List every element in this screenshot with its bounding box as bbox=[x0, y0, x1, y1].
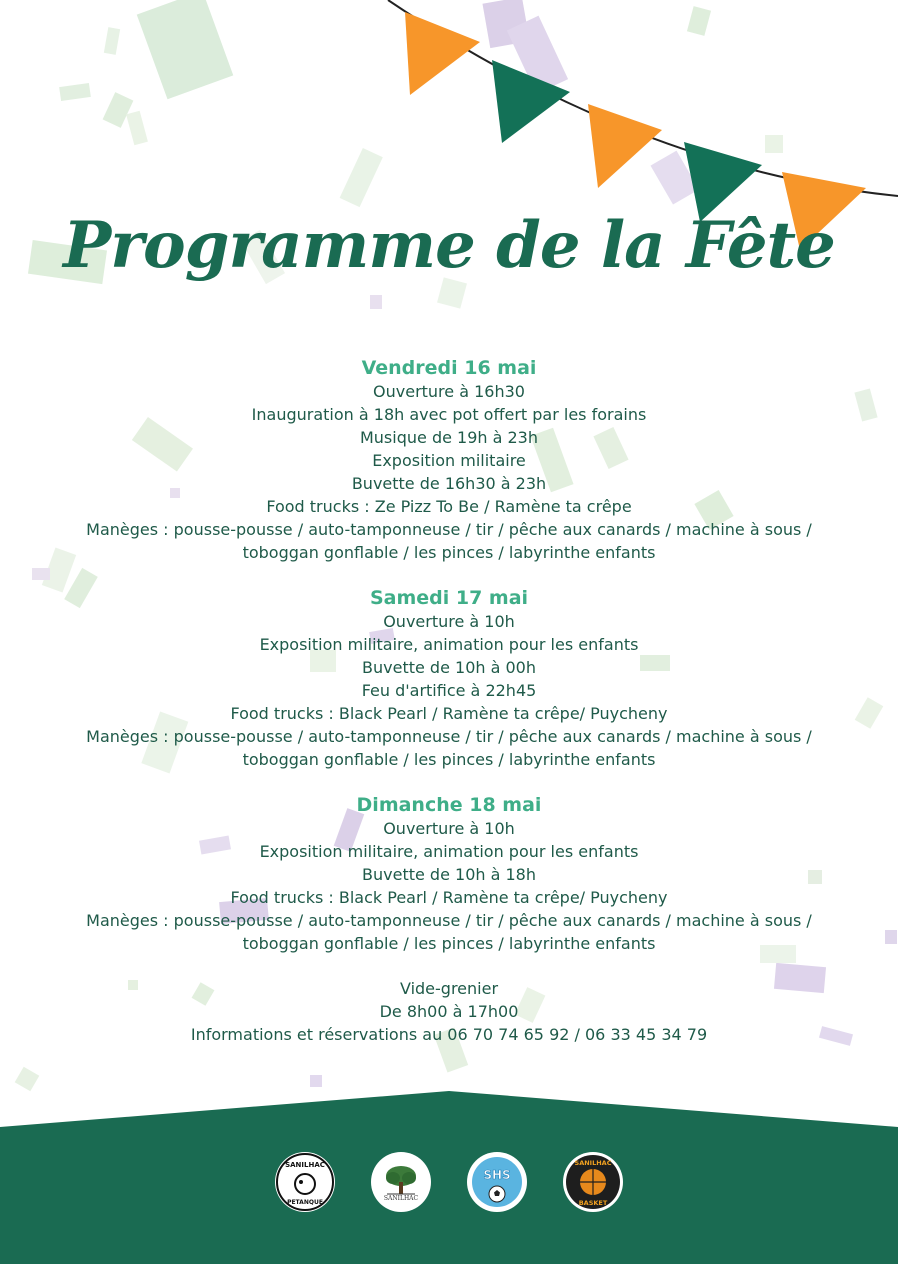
basket-logo-top-text: SANILHAC bbox=[574, 1159, 612, 1167]
program-section bbox=[70, 356, 828, 1046]
day-heading: Dimanche 18 mai bbox=[356, 794, 542, 816]
basket-logo bbox=[563, 1152, 623, 1212]
vide-grenier-hours: De 8h00 à 17h00 bbox=[379, 1002, 519, 1021]
program-line: Exposition militaire bbox=[372, 451, 526, 470]
day-block-saturday bbox=[70, 586, 828, 771]
vide-grenier-title: Vide-grenier bbox=[399, 979, 499, 998]
program-line: Ouverture à 10h bbox=[383, 612, 515, 631]
tree-logo bbox=[371, 1152, 431, 1212]
petanque-logo-top-text: SANILHAC bbox=[285, 1161, 325, 1169]
page-title: Programme de la Fête bbox=[63, 208, 835, 283]
day-block-friday bbox=[70, 356, 828, 564]
program-line: Buvette de 10h à 00h bbox=[362, 658, 536, 677]
day-block-sunday bbox=[70, 793, 828, 955]
petanque-emblem-icon bbox=[275, 1152, 335, 1212]
program-line: Ouverture à 10h bbox=[383, 819, 515, 838]
partner-logos bbox=[0, 1152, 898, 1214]
petanque-logo-bottom-text: PETANQUE bbox=[287, 1199, 323, 1206]
program-line: Food trucks : Black Pearl / Ramène ta crêpe/ Puycheny bbox=[230, 888, 668, 907]
basket-logo-bottom-text: BASKET bbox=[578, 1199, 608, 1207]
basketball-icon bbox=[563, 1152, 623, 1212]
program-line: Musique de 19h à 23h bbox=[359, 428, 538, 447]
petanque-logo bbox=[275, 1152, 335, 1212]
program-line: Exposition militaire, animation pour les enfants bbox=[259, 635, 639, 654]
program-line: Buvette de 16h30 à 23h bbox=[351, 474, 547, 493]
football-logo-text: SHS bbox=[483, 1168, 511, 1182]
extra-info bbox=[70, 977, 828, 1046]
program-line: Manèges : pousse-pousse / auto-tamponneuse / tir / pêche aux canards / machine à sous / toboggan gonflable / les pinces / labyrinthe enfants bbox=[86, 520, 812, 562]
day-heading: Vendredi 16 mai bbox=[361, 357, 537, 379]
football-icon bbox=[467, 1152, 527, 1212]
program-line: Buvette de 10h à 18h bbox=[362, 865, 536, 884]
football-logo bbox=[467, 1152, 527, 1212]
program-line: Food trucks : Ze Pizz To Be / Ramène ta crêpe bbox=[266, 497, 632, 516]
program-line: Manèges : pousse-pousse / auto-tamponneuse / tir / pêche aux canards / machine à sous / toboggan gonflable / les pinces / labyrinthe enfants bbox=[86, 911, 812, 953]
contact-info: Informations et réservations au 06 70 74 65 92 / 06 33 45 34 79 bbox=[190, 1025, 708, 1044]
tree-icon bbox=[371, 1152, 431, 1212]
program-line: Manèges : pousse-pousse / auto-tamponneuse / tir / pêche aux canards / machine à sous / toboggan gonflable / les pinces / labyrinthe enfants bbox=[86, 727, 812, 769]
program-line: Exposition militaire, animation pour les enfants bbox=[259, 842, 639, 861]
day-heading: Samedi 17 mai bbox=[369, 587, 529, 609]
program-line: Food trucks : Black Pearl / Ramène ta crêpe/ Puycheny bbox=[230, 704, 668, 723]
program-line: Feu d'artifice à 22h45 bbox=[361, 681, 537, 700]
tree-logo-text: SANILHAC bbox=[383, 1195, 419, 1202]
program-line: Ouverture à 16h30 bbox=[373, 382, 525, 401]
program-line: Inauguration à 18h avec pot offert par les forains bbox=[251, 405, 647, 424]
